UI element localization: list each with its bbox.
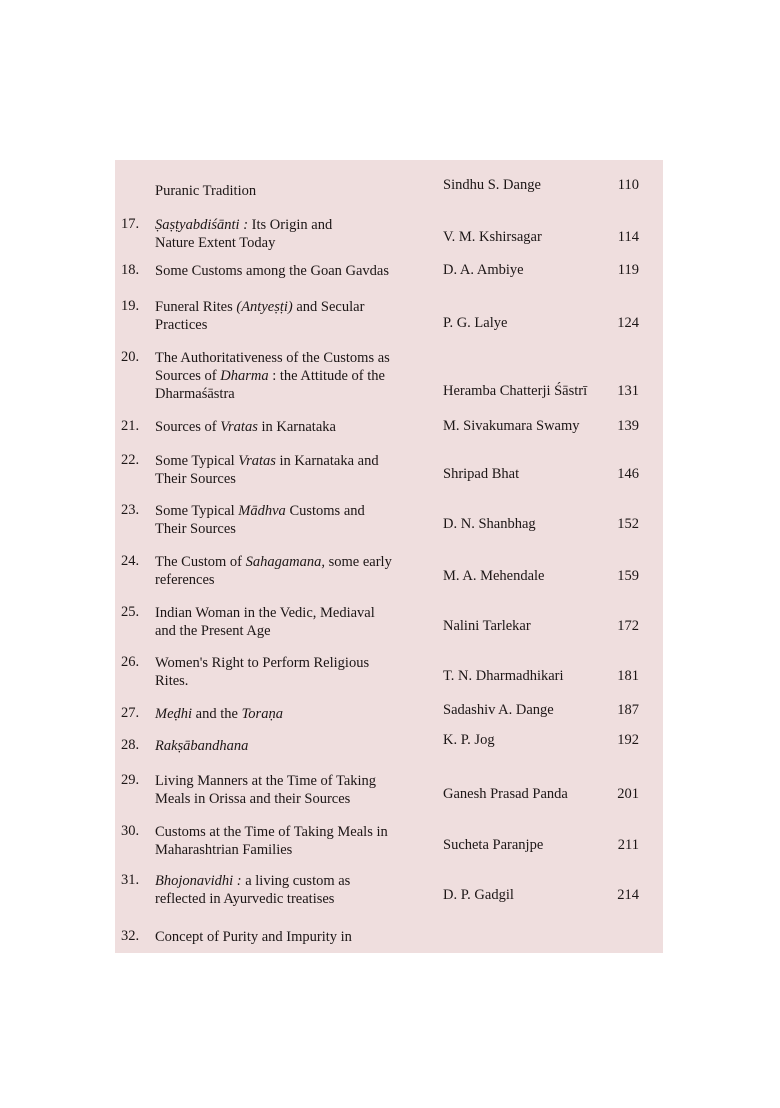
entry-page-number: 124: [617, 315, 639, 331]
title-segment: : the Attitude of the: [268, 368, 385, 384]
entry-page-number: 181: [617, 668, 639, 684]
entry-title: [155, 298, 364, 334]
title-line: [155, 890, 350, 908]
title-line: [155, 262, 389, 280]
title-line: [155, 823, 388, 841]
entry-author: Nalini Tarlekar: [443, 618, 531, 634]
title-line: [155, 234, 332, 252]
title-segment: Vratas: [220, 419, 258, 435]
title-segment: Customs and: [285, 503, 365, 519]
entry-title: [155, 604, 375, 640]
entry-number: 20.: [121, 349, 140, 365]
title-line: [155, 385, 390, 403]
entry-number: 28.: [121, 737, 140, 753]
title-segment: Vratas: [238, 453, 276, 469]
title-segment: Sahagamana,: [245, 554, 325, 570]
entry-page-number: 139: [617, 418, 639, 434]
title-segment: in Karnataka: [257, 419, 336, 435]
entry-author: D. N. Shanbhag: [443, 516, 536, 532]
title-segment: Its Origin and: [248, 217, 333, 233]
title-line: [155, 520, 365, 538]
title-segment: Meḍhi: [155, 706, 193, 722]
title-line: [155, 553, 392, 571]
title-segment: Puranic Tradition: [155, 183, 257, 199]
title-line: [155, 790, 376, 808]
title-segment: and the: [192, 706, 242, 722]
entry-number: 24.: [121, 553, 140, 569]
title-segment: Their Sources: [155, 521, 236, 537]
entry-page-number: 172: [617, 618, 639, 634]
title-segment: Rakṣābandhana: [155, 738, 249, 754]
entry-number: 29.: [121, 772, 140, 788]
entry-page-number: 110: [617, 177, 639, 193]
title-segment: and Secular: [292, 299, 365, 315]
title-segment: The Custom of: [155, 554, 246, 570]
entry-number: 26.: [121, 654, 140, 670]
title-segment: Toraṇa: [241, 706, 283, 722]
entry-author: Shripad Bhat: [443, 466, 520, 482]
title-line: [155, 705, 283, 723]
title-segment: and the Present Age: [155, 623, 271, 639]
entry-author: V. M. Kshirsagar: [443, 229, 542, 245]
entry-author: M. Sivakumara Swamy: [443, 418, 580, 434]
entry-author: P. G. Lalye: [443, 315, 508, 331]
entry-page-number: 187: [617, 702, 639, 718]
entry-number: 30.: [121, 823, 140, 839]
entry-page-number: 146: [617, 466, 639, 482]
title-segment: Meals in Orissa and their Sources: [155, 791, 351, 807]
title-segment: Indian Woman in the Vedic, Mediaval: [155, 605, 375, 621]
title-segment: some early: [324, 554, 392, 570]
title-line: [155, 182, 256, 200]
title-line: [155, 654, 369, 672]
entry-author: K. P. Jog: [443, 732, 495, 748]
entry-number: 32.: [121, 928, 140, 944]
title-line: [155, 470, 379, 488]
title-segment: Women's Right to Perform Religious: [155, 655, 370, 671]
title-segment: Bhojonavidhi :: [155, 873, 242, 889]
title-segment: Maharashtrian Families: [155, 842, 293, 858]
entry-title: [155, 654, 369, 690]
title-line: [155, 872, 350, 890]
entry-title: [155, 502, 365, 538]
title-line: [155, 772, 376, 790]
title-segment: in Karnataka and: [275, 453, 379, 469]
entry-author: Ganesh Prasad Panda: [443, 786, 568, 802]
title-line: [155, 216, 332, 234]
title-segment: Some Typical: [155, 503, 239, 519]
entry-title: [155, 928, 352, 946]
entry-title: [155, 452, 379, 488]
title-segment: Dharmaśāstra: [155, 386, 235, 402]
entry-page-number: 131: [617, 383, 639, 399]
entry-number: 25.: [121, 604, 140, 620]
entry-title: [155, 737, 248, 755]
entry-number: 22.: [121, 452, 140, 468]
title-segment: The Authoritativeness of the Customs as: [155, 350, 390, 366]
entry-title: [155, 553, 392, 589]
title-line: [155, 367, 390, 385]
entry-title: [155, 705, 283, 723]
entry-page-number: 201: [617, 786, 639, 802]
title-line: [155, 672, 369, 690]
entry-page-number: 119: [617, 262, 639, 278]
title-segment: Practices: [155, 317, 208, 333]
title-segment: (Antyeṣṭi): [236, 299, 293, 315]
entry-author: Sucheta Paranjpe: [443, 837, 544, 853]
title-segment: references: [155, 572, 215, 588]
entry-page-number: 159: [617, 568, 639, 584]
toc-page: [115, 160, 663, 953]
entry-number: 23.: [121, 502, 140, 518]
title-segment: Sources of: [155, 419, 221, 435]
title-segment: Some Customs among the Goan Gavdas: [155, 263, 389, 279]
title-line: [155, 604, 375, 622]
entry-author: Sadashiv A. Dange: [443, 702, 554, 718]
entry-title: [155, 418, 336, 436]
title-line: [155, 418, 336, 436]
title-segment: Living Manners at the Time of Taking: [155, 773, 377, 789]
title-segment: Concept of Purity and Impurity in: [155, 929, 352, 945]
title-segment: Some Typical: [155, 453, 239, 469]
entry-title: [155, 182, 256, 200]
entry-author: Sindhu S. Dange: [443, 177, 541, 193]
entry-number: 17.: [121, 216, 140, 232]
title-line: [155, 571, 392, 589]
title-segment: Sources of: [155, 368, 221, 384]
entry-author: T. N. Dharmadhikari: [443, 668, 564, 684]
title-line: [155, 502, 365, 520]
entry-author: D. A. Ambiye: [443, 262, 524, 278]
entry-title: [155, 216, 332, 252]
entry-author: M. A. Mehendale: [443, 568, 545, 584]
title-segment: Customs at the Time of Taking Meals in: [155, 824, 388, 840]
title-segment: Funeral Rites: [155, 299, 237, 315]
title-segment: Their Sources: [155, 471, 236, 487]
title-segment: Ṣaṣṭyabdiśānti :: [155, 217, 249, 233]
title-line: [155, 841, 388, 859]
entry-author: D. P. Gadgil: [443, 887, 514, 903]
title-line: [155, 737, 248, 755]
entry-page-number: 192: [617, 732, 639, 748]
title-segment: reflected in Ayurvedic treatises: [155, 891, 335, 907]
title-line: [155, 928, 352, 946]
entry-number: 19.: [121, 298, 140, 314]
entry-page-number: 211: [617, 837, 639, 853]
title-line: [155, 298, 364, 316]
entry-page-number: 152: [617, 516, 639, 532]
entry-title: [155, 772, 376, 808]
entry-author: Heramba Chatterji Śāstrī: [443, 383, 588, 399]
entry-page-number: 214: [617, 887, 639, 903]
title-segment: Mādhva: [238, 503, 286, 519]
title-segment: Rites.: [155, 673, 189, 689]
entry-title: [155, 262, 389, 280]
entry-number: 31.: [121, 872, 140, 888]
entry-number: 27.: [121, 705, 140, 721]
title-segment: Dharma: [220, 368, 269, 384]
title-line: [155, 452, 379, 470]
entry-title: [155, 823, 388, 859]
title-line: [155, 622, 375, 640]
entry-title: [155, 349, 390, 403]
entry-number: 21.: [121, 418, 140, 434]
entry-title: [155, 872, 350, 908]
title-segment: Nature Extent Today: [155, 235, 276, 251]
title-segment: a living custom as: [241, 873, 351, 889]
entry-number: 18.: [121, 262, 140, 278]
entry-page-number: 114: [617, 229, 639, 245]
title-line: [155, 316, 364, 334]
title-line: [155, 349, 390, 367]
